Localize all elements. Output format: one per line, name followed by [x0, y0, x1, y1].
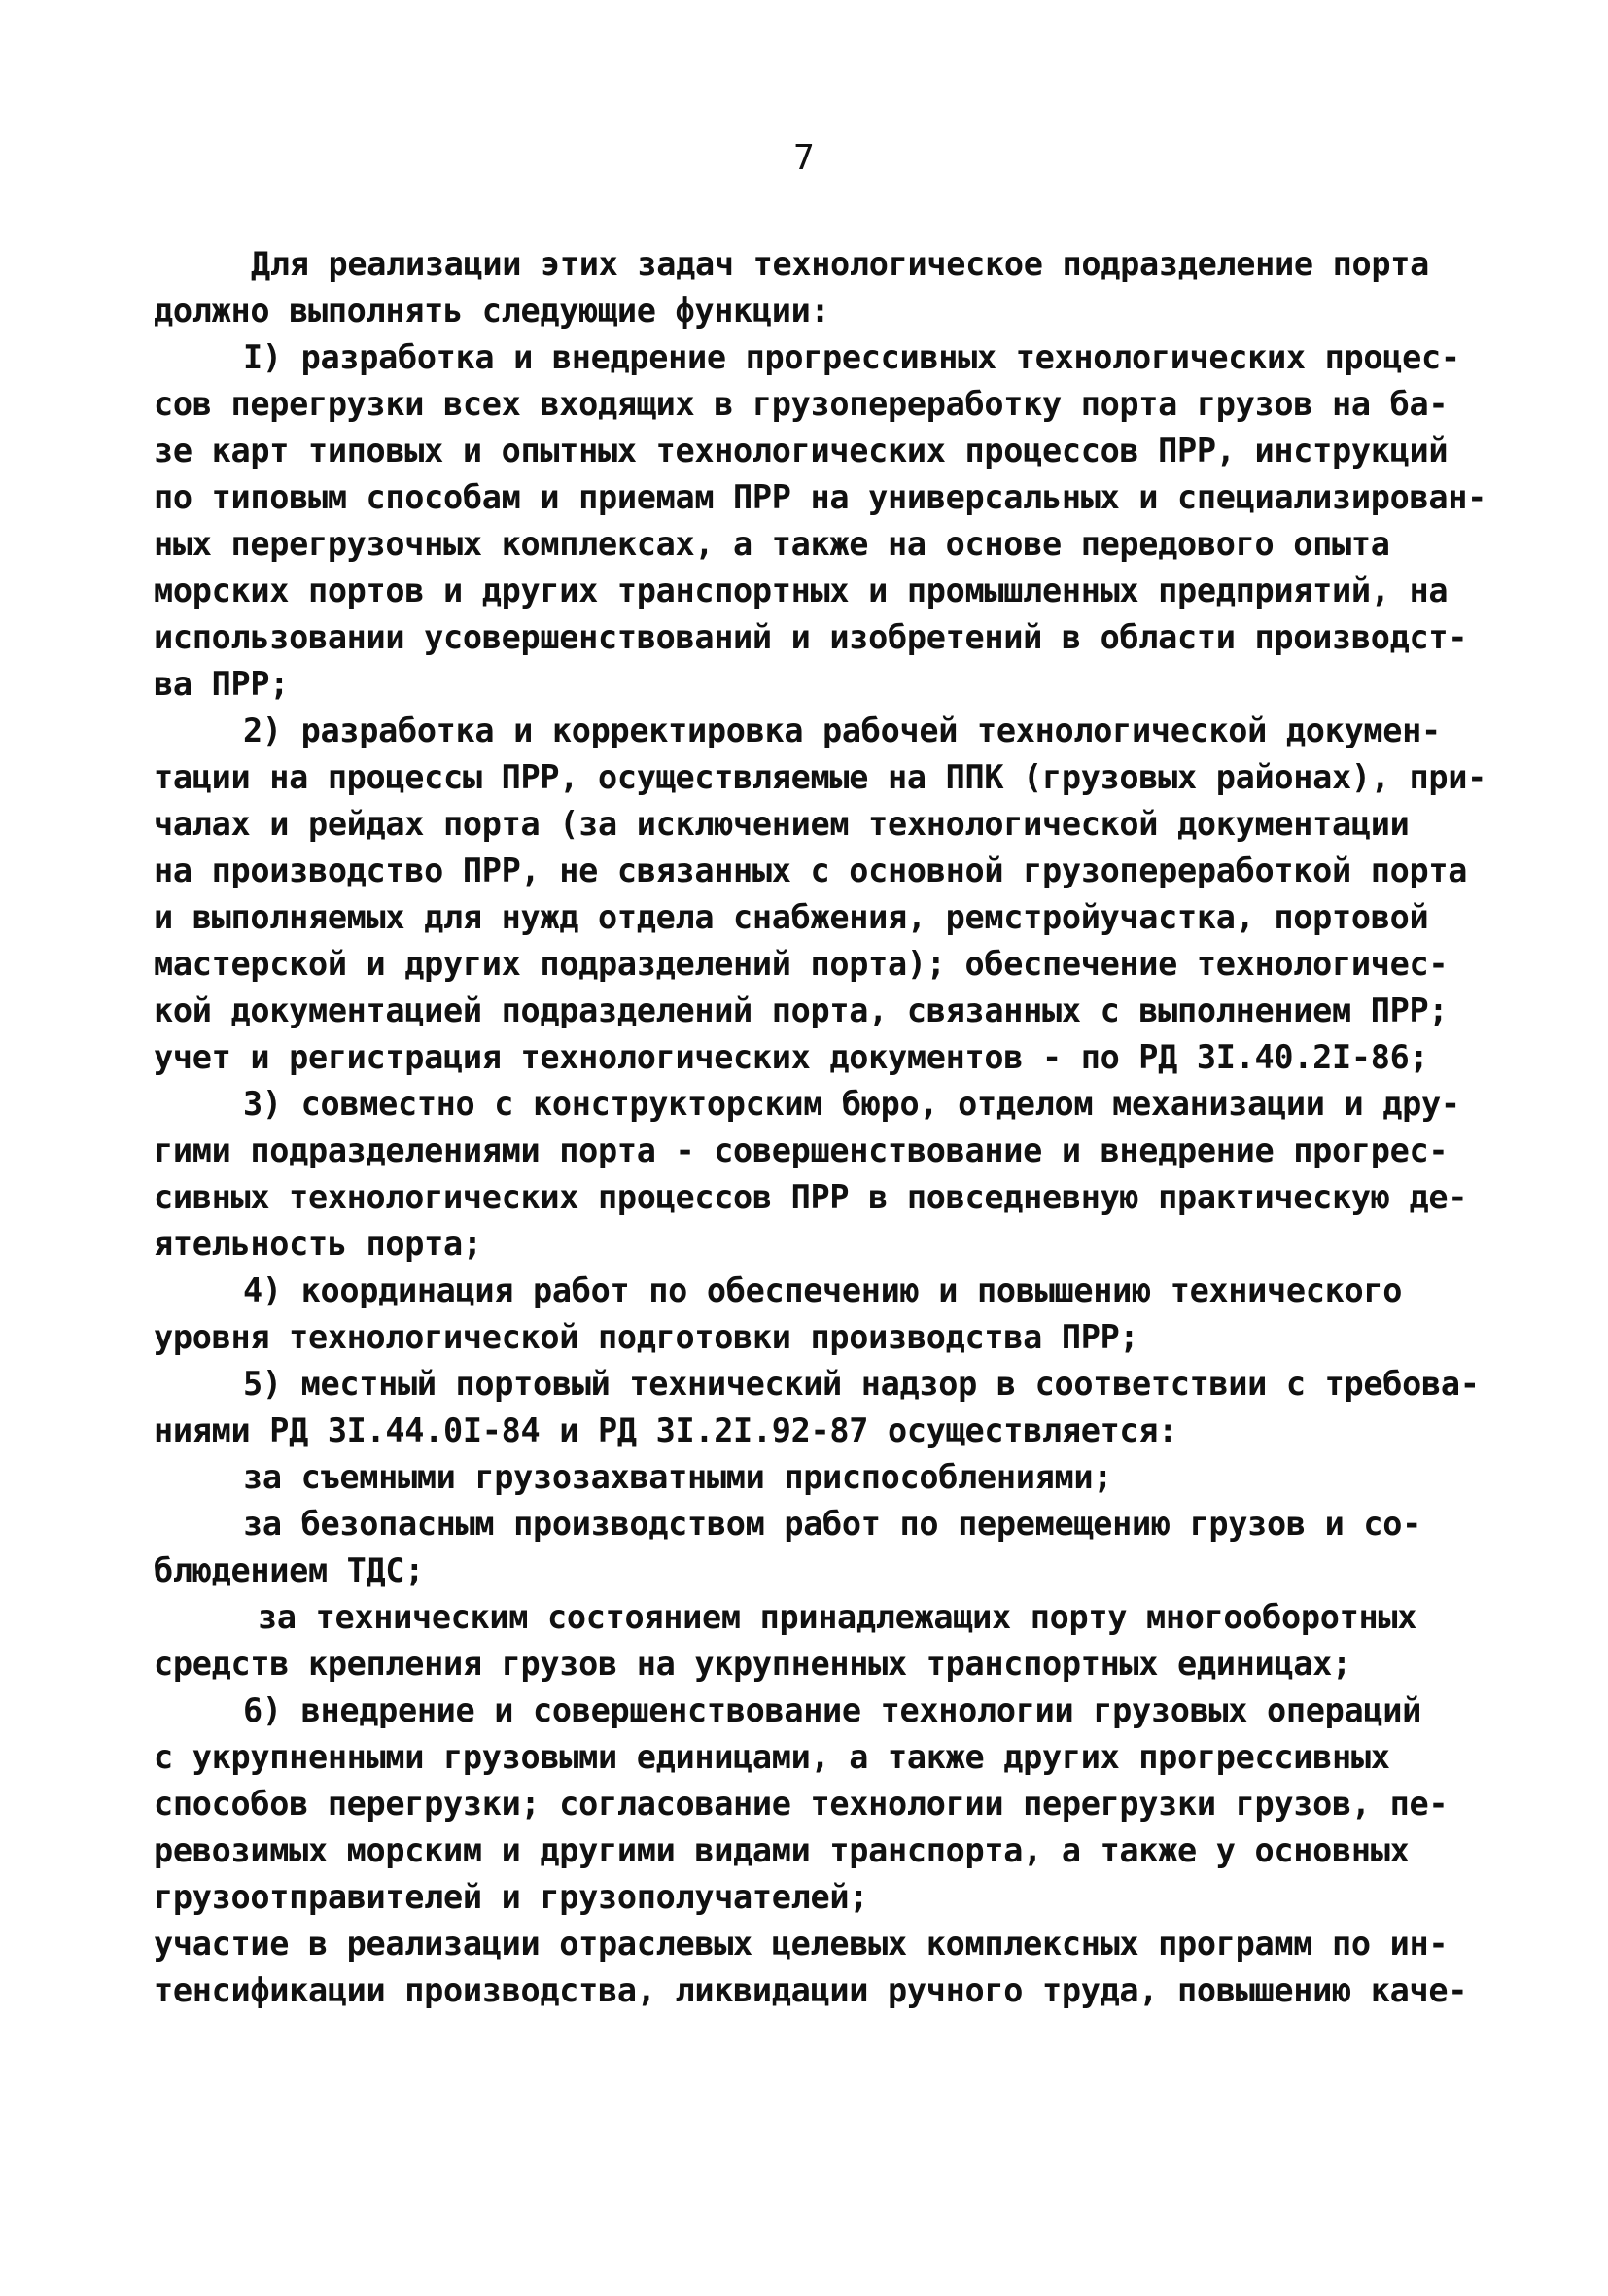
text-line: ревозимых морским и другими видами транспорта, а также у основных	[154, 1831, 1410, 1869]
text-line: ятельность порта;	[154, 1225, 482, 1263]
page-number: 7	[793, 138, 815, 178]
text-line: 4) координация работ по обеспечению и повышению технического	[243, 1271, 1403, 1309]
text-line: тации на процессы ПРР, осуществляемые на ППК (грузовых районах), при-	[154, 758, 1486, 796]
text-line: средств крепления грузов на укрупненных транспортных единицах;	[154, 1645, 1351, 1683]
text-line: должно выполнять следующие функции:	[154, 292, 830, 330]
text-line: зе карт типовых и опытных технологических процессов ПРР, инструкций	[154, 432, 1449, 470]
text-line: за безопасным производством работ по перемещению грузов и со-	[243, 1505, 1421, 1543]
text-line: тенсификации производства, ликвидации ручного труда, повышению каче-	[154, 1971, 1468, 2009]
text-line: уровня технологической подготовки производства ПРР;	[154, 1318, 1139, 1356]
text-line: сивных технологических процессов ПРР в повседневную практическую де-	[154, 1178, 1468, 1216]
text-line: использовании усовершенствований и изобретений в области производст-	[154, 618, 1468, 656]
text-line: морских портов и других транспортных и промышленных предприятий, на	[154, 572, 1449, 609]
text-line: за техническим состоянием принадлежащих порту многооборотных	[258, 1598, 1417, 1636]
text-line: сов перегрузки всех входящих в грузопереработку порта грузов на ба-	[154, 385, 1449, 423]
text-line: 5) местный портовый технический надзор в соответствии с требова-	[243, 1365, 1480, 1403]
text-line: 6) внедрение и совершенствование технологии грузовых операций	[243, 1691, 1421, 1729]
text-line: 2) разработка и корректировка рабочей технологической докумен-	[243, 712, 1441, 749]
text-line: мастерской и других подразделений порта); обеспечение технологичес-	[154, 945, 1449, 983]
text-line: 3) совместно с конструкторским бюро, отделом механизации и дру-	[243, 1085, 1460, 1123]
text-line: ниями РД 3I.44.0I-84 и РД 3I.2I.92-87 осуществляется:	[154, 1411, 1178, 1449]
text-line: ных перегрузочных комплексах, а также на основе передового опыта	[154, 525, 1390, 563]
text-line: и выполняемых для нужд отдела снабжения, ремстройучастка, портовой	[154, 898, 1429, 936]
text-line: I) разработка и внедрение прогрессивных технологических процес-	[243, 338, 1460, 376]
text-line: ва ПРР;	[154, 665, 290, 703]
text-line: кой документацией подразделений порта, связанных с выполнением ПРР;	[154, 991, 1449, 1029]
text-line: с укрупненными грузовыми единицами, а также других прогрессивных	[154, 1738, 1390, 1776]
text-line: за съемными грузозахватными приспособлениями;	[243, 1458, 1113, 1496]
text-line: учет и регистрация технологических документов - по РД 3I.40.2I-86;	[154, 1038, 1429, 1076]
text-line: по типовым способам и приемам ПРР на универсальных и специализирован-	[154, 478, 1486, 516]
text-line: на производство ПРР, не связанных с основной грузопереработкой порта	[154, 852, 1468, 889]
text-line: чалах и рейдах порта (за исключением технологической документации	[154, 805, 1410, 843]
text-line: Для реализации этих задач технологическое подразделение порта	[251, 245, 1429, 283]
text-line: участие в реализации отраслевых целевых комплексных программ по ин-	[154, 1925, 1449, 1963]
text-line: блюдением ТДС;	[154, 1551, 425, 1589]
text-line: способов перегрузки; согласование технологии перегрузки грузов, пе-	[154, 1785, 1449, 1823]
text-line: грузоотправителей и грузополучателей;	[154, 1878, 869, 1916]
text-line: гими подразделениями порта - совершенствование и внедрение прогрес-	[154, 1131, 1449, 1169]
